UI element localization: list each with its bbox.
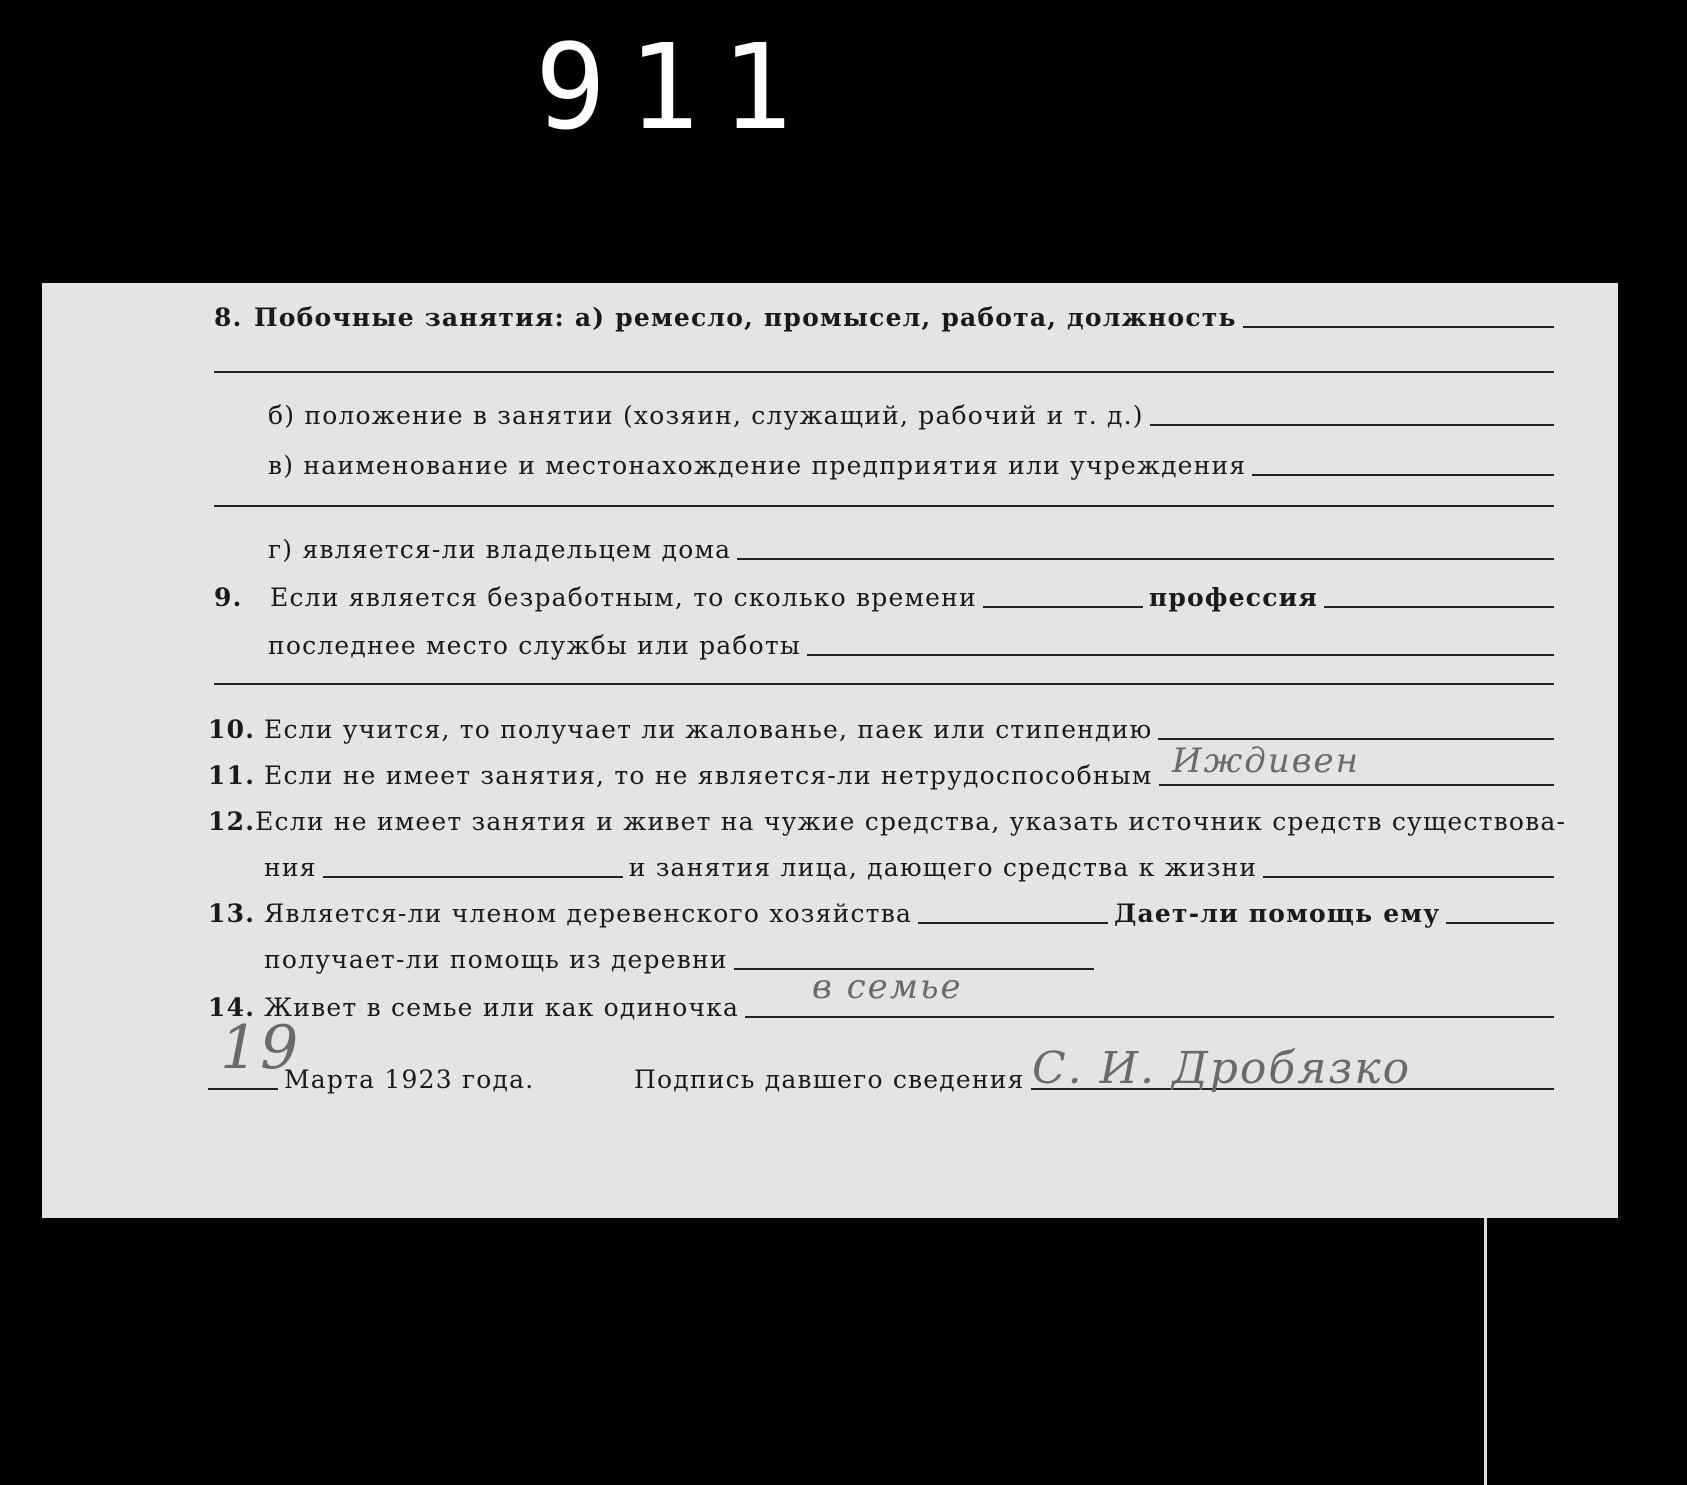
q8g-label: г) является-ли владельцем дома <box>268 535 732 564</box>
q13-row <box>208 899 1554 928</box>
date-day: 19 <box>220 1013 301 1083</box>
q13-number: 13. <box>208 899 256 928</box>
q8b-row <box>268 401 1554 430</box>
signature-label: Подпись давшего сведения <box>634 1065 1025 1094</box>
q9-row <box>214 583 1554 612</box>
q8v-continuation-line <box>214 505 1554 507</box>
q9-last-place-label: последнее место службы или работы <box>268 631 802 660</box>
q8g-answer-line <box>737 558 1554 560</box>
q11-answer-line <box>1159 784 1555 786</box>
q13-receives-row <box>264 945 1094 974</box>
q12-continuation-row <box>264 853 1554 882</box>
q8v-answer-line <box>1252 474 1554 476</box>
q8b-answer-line <box>1150 424 1554 426</box>
q8v-row <box>268 451 1554 480</box>
q8g-row <box>268 535 1554 564</box>
q11-number: 11. <box>208 761 256 790</box>
frame-number: 911 <box>535 18 815 156</box>
q12-number: 12. <box>208 807 256 836</box>
q9-last-place-row <box>268 631 1554 660</box>
date-row <box>208 1065 534 1094</box>
q9-label: Если является безработным, то сколько времени <box>270 583 977 612</box>
q9-duration-line <box>983 606 1143 608</box>
q10-number: 10. <box>208 715 256 744</box>
q8b-label: б) положение в занятии (хозяин, служащий, рабочий и т. д.) <box>268 401 1144 430</box>
q13-label: Является-ли членом деревенского хозяйства <box>264 899 913 928</box>
q11-label: Если не имеет занятия, то не является-ли нетрудоспособным <box>264 761 1153 790</box>
q8a-answer-line <box>1243 326 1554 328</box>
q11-answer: Иждивен <box>1172 741 1361 781</box>
q9-profession-line <box>1324 606 1554 608</box>
q10-row <box>208 715 1554 744</box>
q12-source-line <box>323 876 623 878</box>
q14-answer-line <box>745 1016 1554 1018</box>
q12-cont-start: ния <box>264 853 317 882</box>
q8-number: 8. <box>214 303 243 332</box>
q9-continuation-line <box>214 683 1554 685</box>
q10-label: Если учится, то получает ли жалованье, паек или стипендию <box>264 715 1153 744</box>
q14-label: Живет в семье или как одиночка <box>264 993 740 1022</box>
q9-last-place-line <box>807 654 1554 656</box>
date-day-line <box>208 1088 278 1090</box>
q8a-row <box>214 303 1554 332</box>
signature: С. И. Дробязко <box>1032 1043 1412 1094</box>
q13-help-label: Дает-ли помощь ему <box>1114 899 1441 928</box>
q10-answer-line <box>1158 738 1554 740</box>
q14-number: 14. <box>208 993 256 1022</box>
q8a-label: Побочные занятия: а) ремесло, промысел, работа, должность <box>254 303 1237 332</box>
q12-cont-mid: и занятия лица, дающего средства к жизни <box>628 853 1258 882</box>
q13-help-line <box>1446 922 1554 924</box>
q13-receives-label: получает-ли помощь из деревни <box>264 945 728 974</box>
q12-row <box>208 807 1567 836</box>
q12-label: Если не имеет занятия и живет на чужие средства, указать источник средств существова- <box>255 807 1567 836</box>
q12-person-line <box>1263 876 1554 878</box>
q9-profession-label: профессия <box>1148 583 1319 612</box>
film-edge-mark <box>1484 1218 1487 1485</box>
q14-answer: в семье <box>812 967 963 1007</box>
q9-number: 9. <box>214 583 243 612</box>
q8v-label: в) наименование и местонахождение предприятия или учреждения <box>268 451 1247 480</box>
q8a-continuation-line <box>214 371 1554 373</box>
date-label: Марта 1923 года. <box>284 1065 535 1094</box>
q13-member-line <box>918 922 1108 924</box>
census-form-card <box>42 283 1618 1218</box>
